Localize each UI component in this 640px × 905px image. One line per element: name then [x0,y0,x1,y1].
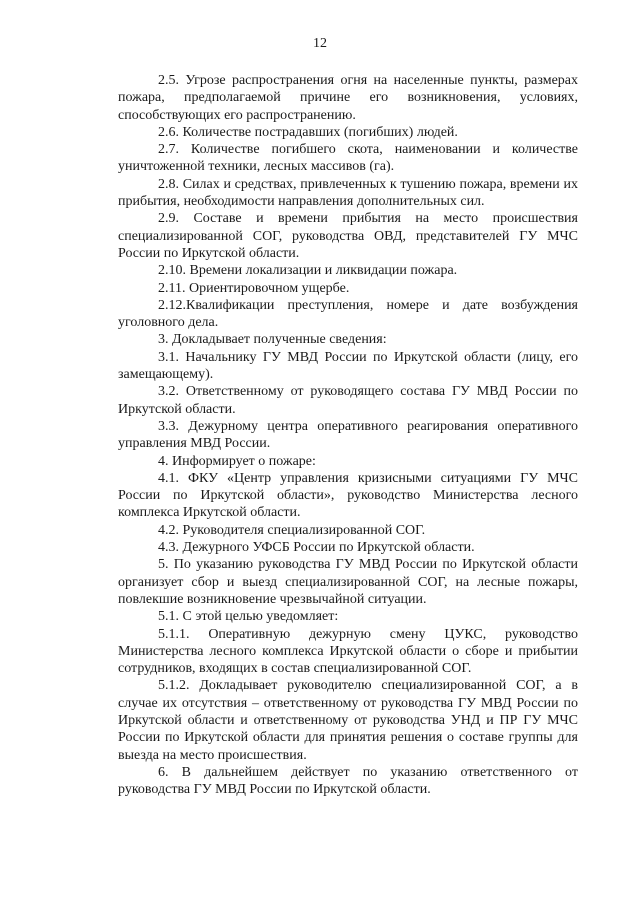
paragraph-2-7: 2.7. Количестве погибшего скота, наименовании и количестве уничтоженной техники, лесных массивов (га). [118,142,578,175]
paragraph-3-1: 3.1. Начальнику ГУ МВД России по Иркутской области (лицу, его замещающему). [118,349,578,383]
paragraph-5-1-2: 5.1.2. Докладывает руководителю специализированной СОГ, а в случае их отсутствия – ответственному от руководства ГУ МВД России по Иркутской области и ответственному от руководства УНД и ПР ГУ МЧС России по Иркутской области для принятия решения о составе группы для выезда на место происшествия. [118,678,578,763]
paragraph-5-1: 5.1. С этой целью уведомляет: [158,609,339,625]
paragraph-6: 6. В дальнейшем действует по указанию ответственного от руководства ГУ МВД России по Иркутской области. [118,764,578,798]
paragraph-2-5: 2.5. Угрозе распространения огня на населенные пункты, размерах пожара, предполагаемой причине его возникновения, условиях, способствующих его распространению. [118,73,578,123]
paragraph-4-3: 4.3. Дежурного УФСБ России по Иркутской области. [158,540,475,556]
paragraph-5: 5. По указанию руководства ГУ МВД России по Иркутской области организует сбор и выезд специализированной СОГ, на лесные пожары, повлекшие возникновение чрезвычайной ситуации. [118,557,578,607]
paragraph-4: 4. Информирует о пожаре: [158,453,316,469]
paragraph-3-2: 3.2. Ответственному от руководящего состава ГУ МВД России по Иркутской области. [118,384,578,417]
paragraph-4-2: 4.2. Руководителя специализированной СОГ. [158,522,426,538]
page-number: 12 [313,36,327,51]
paragraph-2-12: 2.12.Квалификации преступления, номере и дате возбуждения уголовного дела. [118,297,578,331]
paragraph-3-3: 3.3. Дежурному центра оперативного реагирования оперативного управления МВД России. [118,418,578,452]
paragraph-2-10: 2.10. Времени локализации и ликвидации пожара. [158,263,458,279]
paragraph-5-1-1: 5.1.1. Оперативную дежурную смену ЦУКС, руководство Министерства лесного комплекса Иркутской области о сборе и прибытии сотрудников, входящих в состав специализированной СОГ. [118,626,578,677]
paragraph-4-1: 4.1. ФКУ «Центр управления кризисными ситуациями ГУ МЧС России по Иркутской области», руководство Министерства лесного комплекса Иркутской области. [118,470,578,521]
paragraph-2-8: 2.8. Силах и средствах, привлеченных к тушению пожара, времени их прибытия, необходимости направления дополнительных сил. [118,176,578,210]
paragraph-2-9: 2.9. Составе и времени прибытия на место происшествия специализированной СОГ, руководства ОВД, представителей ГУ МЧС России по Иркутской области. [118,211,578,261]
paragraph-3: 3. Докладывает полученные сведения: [158,332,387,348]
paragraph-2-6: 2.6. Количестве пострадавших (погибших) людей. [158,124,458,140]
document-body [118,72,578,798]
paragraph-2-11: 2.11. Ориентировочном ущербе. [158,280,350,296]
